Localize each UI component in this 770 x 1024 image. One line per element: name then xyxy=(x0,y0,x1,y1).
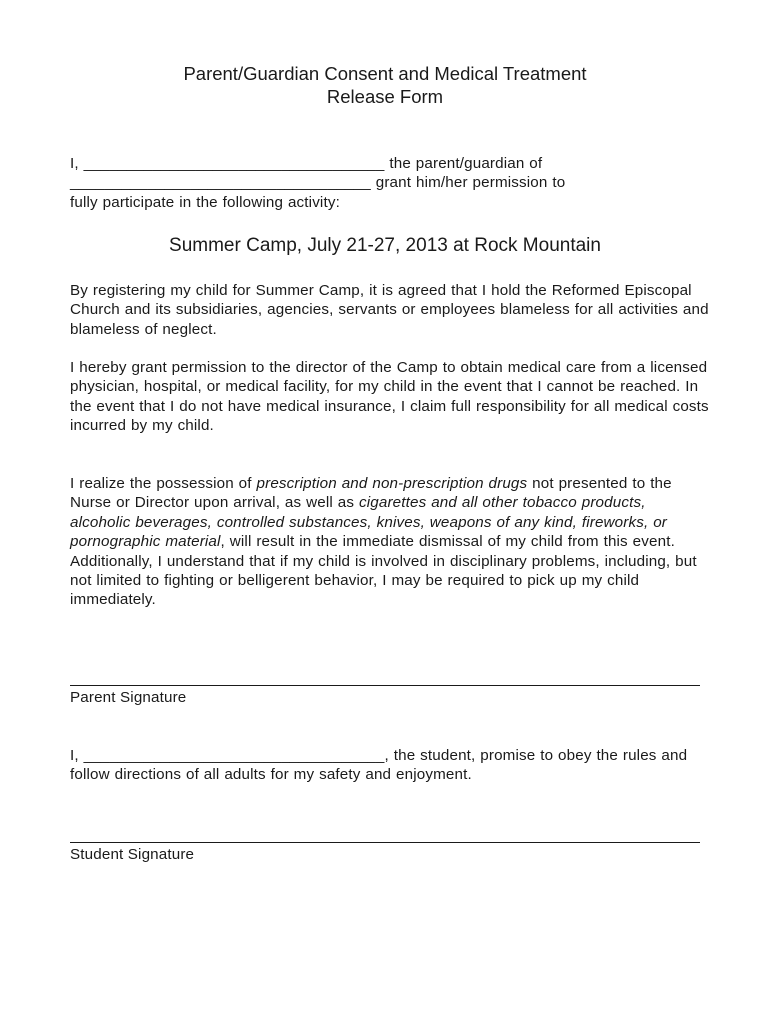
liability-paragraph-text: By registering my child for Summer Camp, it is agreed that I hold the Reformed Episcopal Church and its subsidiaries, agencies, servants or employees blameless for all activities and blameless of neglect. xyxy=(70,282,709,338)
student-signature-line[interactable] xyxy=(70,842,700,843)
guardian-intro-line-2: ___________________________________ grant him/her permission to xyxy=(70,174,566,192)
form-title-line-1: Parent/Guardian Consent and Medical Treatment xyxy=(183,63,587,84)
prohibited-text-part-3: , will result in the immediate dismissal of my child from this event. Additionally, I understand that if my child is involved in disciplinary problems, including, but not limited to fighting or belligerent behavior, I may be required to pick up my child immediately. xyxy=(70,533,697,609)
student-signature-label: Student Signature xyxy=(70,846,195,863)
student-pledge xyxy=(70,746,710,785)
guardian-intro-line-1: I, ___________________________________ the parent/guardian of xyxy=(70,155,543,172)
parent-signature-label: Parent Signature xyxy=(70,689,187,706)
liability-paragraph xyxy=(70,281,710,339)
student-pledge-text: I, ___________________________________, the student, promise to obey the rules and follow directions of all adults for my safety and enjoyment. xyxy=(70,747,688,784)
prohibited-items-paragraph xyxy=(70,474,710,610)
guardian-intro xyxy=(70,154,710,212)
activity-heading: Summer Camp, July 21-27, 2013 at Rock Mountain xyxy=(169,235,601,256)
prohibited-drugs-italic: prescription and non-prescription drugs xyxy=(256,475,528,492)
prohibited-text-part-2: not presented to the Nurse or Director upon arrival, as well as xyxy=(70,475,672,512)
guardian-intro-line-3: fully participate in the following activity: xyxy=(70,193,340,211)
parent-signature-line[interactable] xyxy=(70,685,700,686)
form-title-line-2: Release Form xyxy=(326,86,444,107)
form-title xyxy=(0,62,770,108)
medical-paragraph xyxy=(70,358,710,436)
medical-paragraph-text: I hereby grant permission to the director of the Camp to obtain medical care from a licensed physician, hospital, or medical facility, for my child in the event that I cannot be reached. In the event that I do not have medical insurance, I claim full responsibility for all medical costs incurred by my child. xyxy=(70,359,709,435)
prohibited-items-paragraph-text xyxy=(70,474,710,610)
prohibited-text-part-1: I realize the possession of xyxy=(70,475,257,492)
prohibited-items-italic: cigarettes and all other tobacco products, alcoholic beverages, controlled substances, knives, weapons of any kind, fireworks, or pornographic material xyxy=(70,494,668,551)
